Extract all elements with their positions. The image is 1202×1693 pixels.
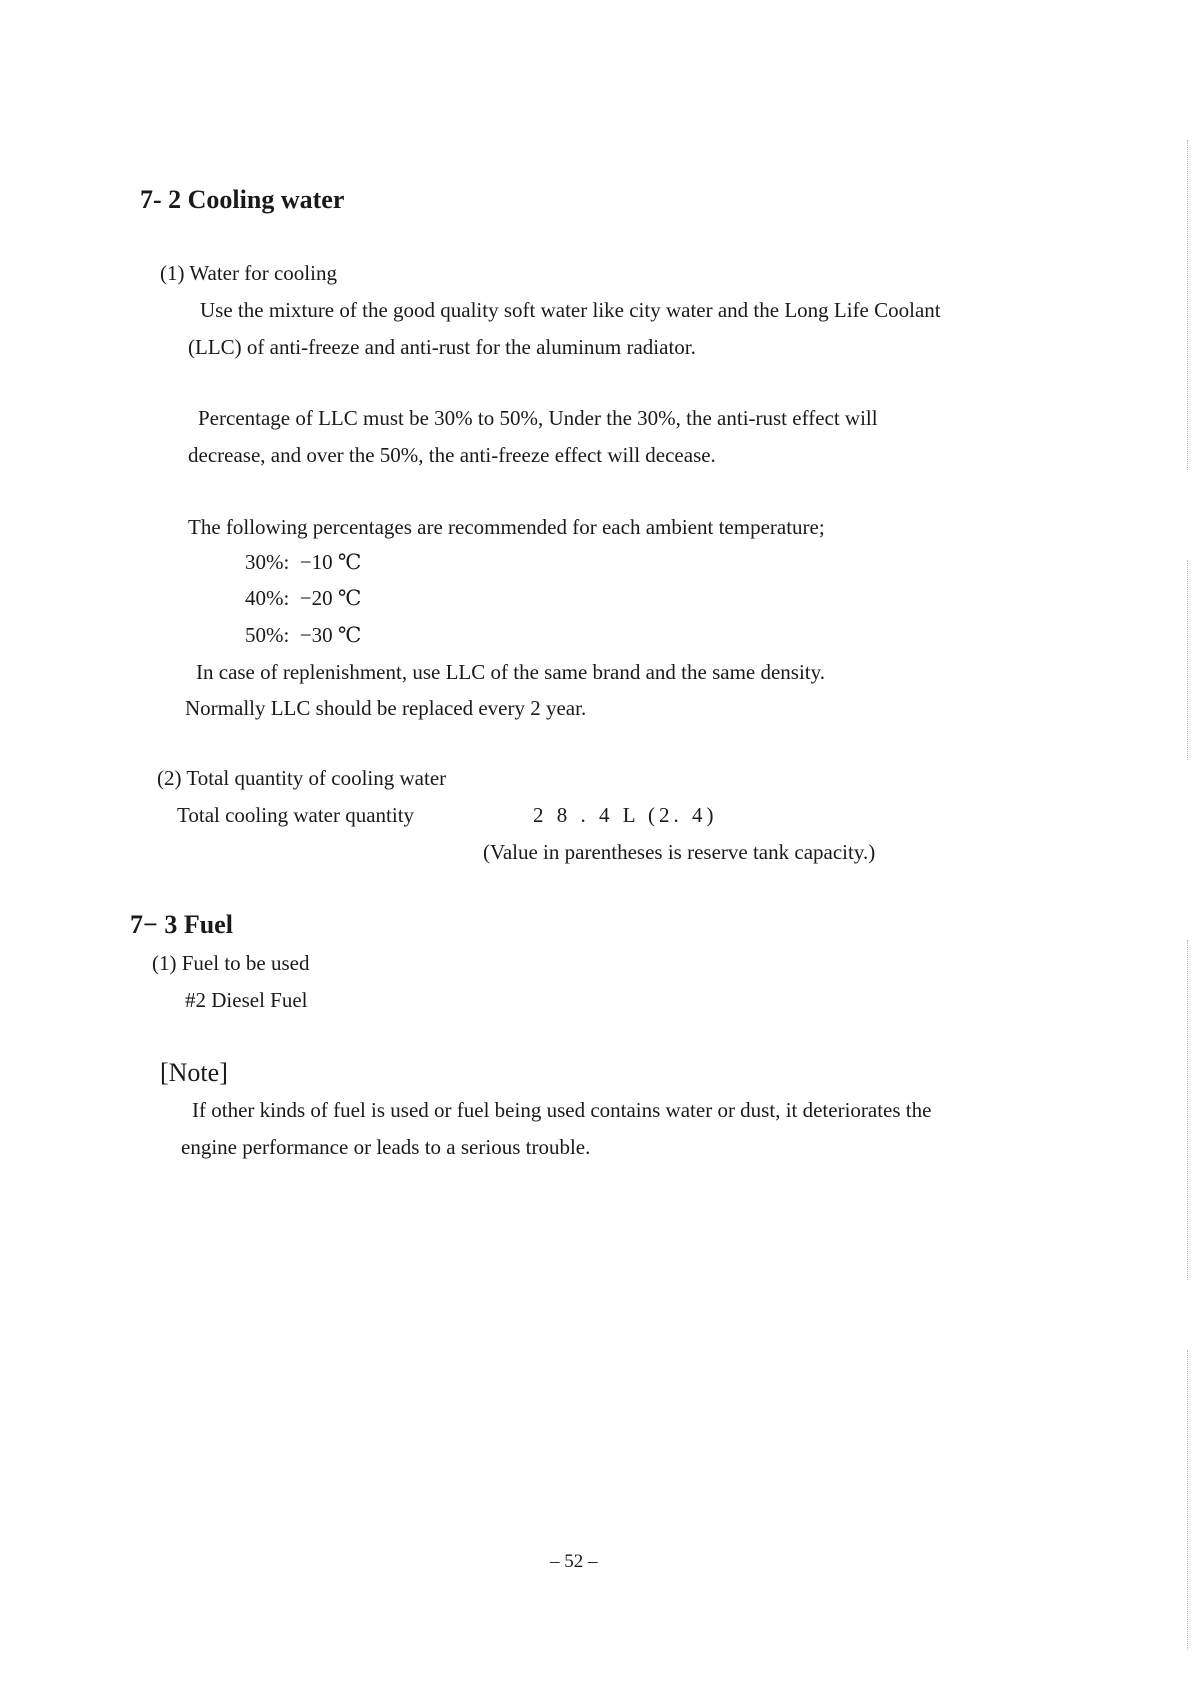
scan-edge-mark — [1187, 140, 1188, 470]
quantity-value: 2 8 . 4 L (2. 4) — [533, 803, 718, 827]
paragraph-line: Percentage of LLC must be 30% to 50%, Under the 30%, the anti-rust effect will — [198, 406, 878, 430]
section-heading-cooling-water: 7- 2 Cooling water — [140, 185, 345, 214]
ambient-temperature: −20 ℃ — [299, 586, 362, 610]
page-number: – 52 – — [550, 1551, 598, 1572]
subheading-water-for-cooling: (1) Water for cooling — [160, 261, 337, 285]
paragraph-line: Normally LLC should be replaced every 2 year. — [185, 696, 587, 720]
scan-edge-mark — [1187, 560, 1188, 760]
section-heading-fuel: 7− 3 Fuel — [130, 910, 233, 939]
fuel-type: #2 Diesel Fuel — [185, 988, 308, 1012]
quantity-note: (Value in parentheses is reserve tank capacity.) — [483, 840, 876, 864]
ambient-temperature: −10 ℃ — [299, 550, 362, 574]
llc-percentage: 40%: — [245, 586, 290, 610]
paragraph-line: The following percentages are recommended for each ambient temperature; — [188, 515, 825, 539]
llc-ratio-row — [245, 585, 361, 611]
scan-edge-mark — [1187, 1350, 1188, 1650]
llc-percentage: 50%: — [245, 623, 290, 647]
llc-ratio-row — [245, 622, 361, 648]
note-line: If other kinds of fuel is used or fuel being used contains water or dust, it deteriorates the — [192, 1098, 932, 1122]
llc-ratio-row — [245, 549, 361, 575]
quantity-label: Total cooling water quantity — [177, 803, 415, 827]
llc-percentage: 30%: — [245, 550, 290, 574]
note-heading: [Note] — [160, 1058, 228, 1087]
note-line: engine performance or leads to a serious trouble. — [181, 1135, 591, 1159]
ambient-temperature: −30 ℃ — [299, 623, 362, 647]
subheading-total-quantity: (2) Total quantity of cooling water — [157, 766, 447, 790]
scan-edge-mark — [1187, 940, 1188, 1280]
paragraph-line: decrease, and over the 50%, the anti-freeze effect will decease. — [188, 443, 716, 467]
paragraph-line: Use the mixture of the good quality soft water like city water and the Long Life Coolant — [200, 298, 941, 322]
paragraph-line: (LLC) of anti-freeze and anti-rust for the aluminum radiator. — [188, 335, 696, 359]
paragraph-line: In case of replenishment, use LLC of the same brand and the same density. — [196, 660, 826, 684]
subheading-fuel-to-be-used: (1) Fuel to be used — [152, 951, 310, 975]
